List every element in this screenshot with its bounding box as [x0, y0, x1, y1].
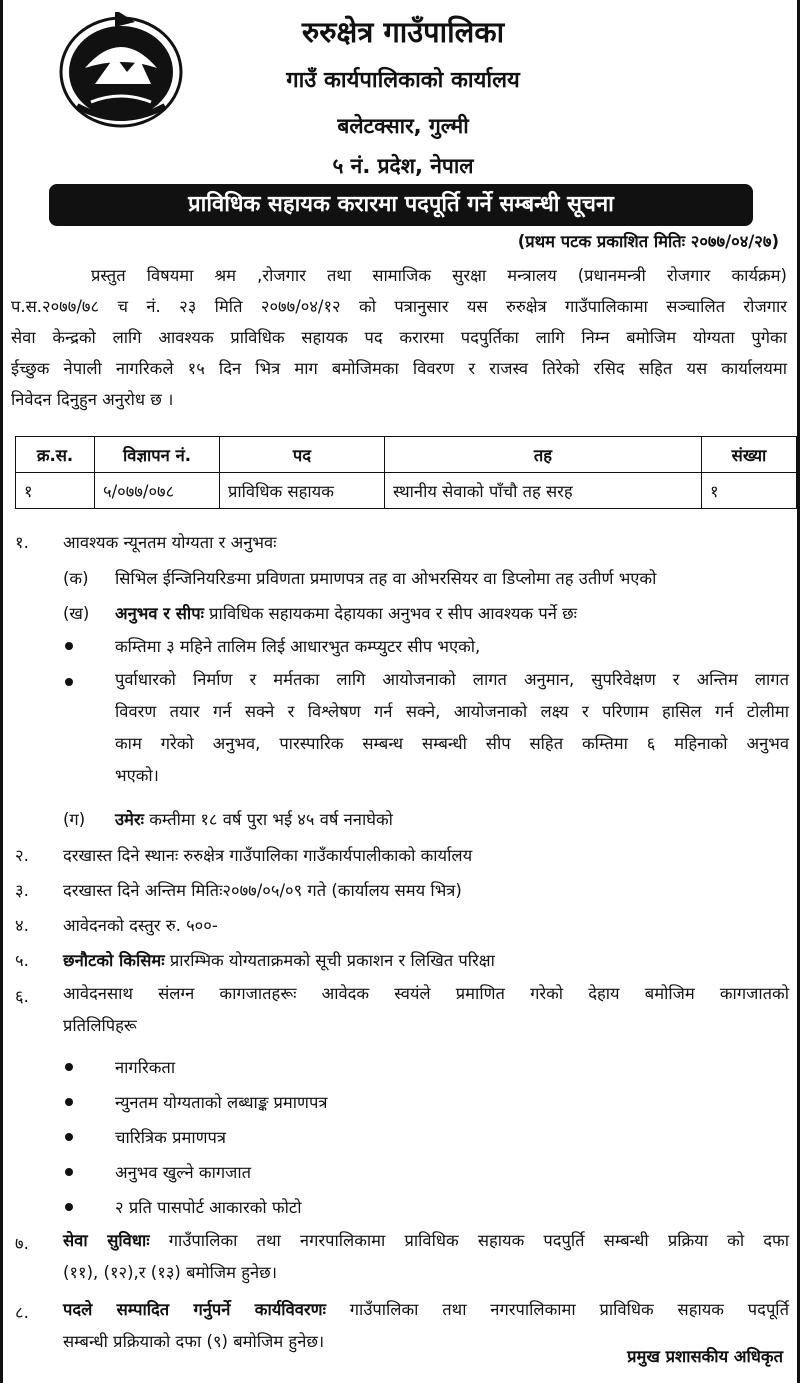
intro-line: प.स.२०७७/७८ च नं. २३ मिति २०७७/०४/१२ को पत्रानुसार यस रुरुक्षेत्र गाउँपालिकामा सञ्चालित रोजगार	[11, 297, 787, 316]
office-province: ५ नं. प्रदेश, नेपाल	[332, 154, 474, 178]
intro-line: ईच्छुक नेपाली नागरिकले १५ दिन भित्र माग बमोजिमका विवरण र राजस्व तिरेको रसिद सहित यस कार्यालयमा	[11, 359, 787, 378]
section-number: ४.	[15, 916, 29, 935]
table-cell: १	[702, 473, 797, 509]
document-bullet-text: २ प्रति पासपोर्ट आकारको फोटो	[115, 1198, 302, 1217]
item-ga-bold: उमेरः	[115, 810, 144, 829]
section-1-title: आवश्यक न्यूनतम योग्यता र अनुभवः	[63, 533, 277, 552]
document-bullet-text: अनुभव खुल्ने कागजात	[115, 1163, 252, 1182]
section-6-paragraph	[63, 978, 789, 1042]
intro-line: प्रस्तुत विषयमा श्रम ,रोजगार तथा सामाजिक सुरक्षा मन्त्रालय (प्रधानमन्त्री रोजगार कार्यक्रम)	[91, 266, 787, 285]
skill-bullet-paragraph	[115, 664, 789, 792]
item-ga	[115, 807, 393, 830]
bullet-icon	[65, 1133, 73, 1141]
bullet-icon	[65, 642, 73, 650]
paragraph-line: प्रतिलिपिहरू	[63, 1016, 137, 1035]
bullet-icon	[65, 1168, 73, 1176]
bullet-icon	[65, 1203, 73, 1211]
section-5-text: प्रारम्भिक योग्यताक्रमको सूची प्रकाशन र लिखित परिक्षा	[164, 951, 495, 970]
office-name: रुरुक्षेत्र गाउँपालिका	[301, 15, 505, 49]
office-subtitle: गाउँ कार्यपालिकाको कार्यालय	[286, 68, 520, 93]
section-number: ६.	[15, 987, 29, 1006]
section-5	[63, 948, 495, 971]
paragraph-line: काम गरेको अनुभव, पारस्पारिक सम्बन्ध सम्बन्धी सीप सहित कम्तिमा ६ महिनाको अनुभव	[115, 734, 789, 753]
document-bullet-text: न्युनतम योग्यताको लब्धाङ्क प्रमाणपत्र	[115, 1093, 328, 1112]
section-3-text: दरखास्त दिने अन्तिम मितिः२०७७/०५/०९ गते (कार्यालय समय भित्र)	[63, 881, 462, 900]
bullet-icon	[65, 1098, 73, 1106]
item-ka-label: (क)	[63, 569, 89, 588]
notice-title: प्राविधिक सहायक करारमा पदपूर्ति गर्ने सम्बन्धी सूचना	[49, 184, 753, 226]
table-row	[16, 473, 797, 509]
document-bullet-text: चारित्रिक प्रमाणपत्र	[115, 1128, 227, 1147]
signature-title: प्रमुख प्रशासकीय अधिकृत	[627, 1347, 783, 1366]
item-kha-text: प्राविधिक सहायकमा देहायका अनुभव र सीप आवश्यक पर्ने छः	[203, 604, 578, 623]
nepal-emblem-icon	[55, 6, 187, 130]
office-address: बलेटक्सार, गुल्मी	[337, 114, 469, 138]
table-header: संख्या	[702, 437, 797, 473]
section-8-line: गाउँपालिका तथा नगरपालिकामा प्राविधिक सहायक पदपूर्ति	[325, 1300, 789, 1319]
paragraph-line: भएको।	[115, 766, 159, 785]
section-number: ३.	[15, 881, 29, 900]
section-number: २.	[15, 846, 29, 865]
section-2-text: दरखास्त दिने स्थानः रुरुक्षेत्र गाउँपालिका गाउँकार्यपालीकाको कार्यालय	[63, 846, 473, 865]
item-ga-label: (ग)	[63, 810, 86, 829]
section-5-bold: छनौटको किसिमः	[63, 951, 165, 970]
section-number: ७.	[15, 1234, 29, 1253]
section-7-bold: सेवा सुविधाः	[63, 1231, 150, 1250]
section-4-text: आवेदनको दस्तुर रु. ५००-	[63, 916, 218, 935]
bullet-icon	[65, 678, 73, 686]
table-cell: स्थानीय सेवाको पाँचौ तह सरह	[385, 473, 702, 509]
table-cell: १	[16, 473, 95, 509]
item-ga-text: कम्तीमा १८ वर्ष पुरा भई ४५ वर्ष ननाघेको	[144, 810, 393, 829]
intro-line: निवेदन दिनुहुन अनुरोध छ ।	[11, 390, 174, 409]
paragraph-line: विवरण तयार गर्न सक्ने र विश्लेषण गर्न सक्ने, आयोजनाको लक्ष्य र परिणाम हासिल गर्न टोलीमा	[115, 702, 789, 721]
table-cell: प्राविधिक सहायक	[220, 473, 385, 509]
item-kha	[115, 601, 577, 624]
table-header: तह	[385, 437, 702, 473]
section-number: ८.	[15, 1303, 29, 1322]
paragraph-line: आवेदनसाथ संलग्न कागजातहरूः आवेदक स्वयंले प्रमाणित गरेको देहाय बमोजिम कागजातको	[63, 984, 789, 1003]
vacancy-table	[15, 436, 797, 509]
item-ka-text: सिभिल ईन्जिनियरिङमा प्रविणता प्रमाणपत्र तह वा ओभरसियर वा डिप्लोमा तह उतीर्ण भएको	[115, 569, 657, 588]
table-header: पद	[220, 437, 385, 473]
paragraph-line: सम्बन्धी प्रक्रियाको दफा (९) बमोजिम हुनेछ।	[63, 1332, 325, 1351]
intro-paragraph	[11, 260, 787, 415]
table-header: क्र.स.	[16, 437, 95, 473]
intro-line: सेवा केन्द्रको लागि आवश्यक प्राविधिक सहायक पद करारमा पदपुर्तिका लागि निम्न बमोजिम योग्यता पुगेका	[11, 328, 787, 347]
published-date: (प्रथम पटक प्रकाशित मितिः २०७७/०४/२७)	[517, 232, 779, 251]
table-header: विज्ञापन नं.	[95, 437, 220, 473]
paragraph-line: पुर्वाधारको निर्माण र मर्मतका लागि आयोजनाको लागत अनुमान, सुपरिवेक्षण र अन्तिम लागत	[115, 670, 789, 689]
document-bullet-text: नागरिकता	[115, 1058, 176, 1077]
bullet-icon	[65, 1063, 73, 1071]
table-cell: ५/०७७/०७८	[95, 473, 220, 509]
section-number: १.	[15, 533, 29, 552]
table-header-row	[16, 437, 797, 473]
section-number: ५.	[15, 951, 29, 970]
section-7-line: गाउँपालिका तथा नगरपालिकामा प्राविधिक सहायक पदपुर्ति सम्बन्धी प्रक्रिया को दफा	[149, 1231, 789, 1250]
section-8-bold: पदले सम्पादित गर्नुपर्ने कार्यविवरणः	[63, 1300, 326, 1319]
paragraph-line: (११), (१२),र (१३) बमोजिम हुनेछ।	[63, 1263, 278, 1282]
skill-bullet-text: कम्तिमा ३ महिने तालिम लिई आधारभुत कम्प्युटर सीप भएको,	[115, 637, 481, 656]
item-kha-label: (ख)	[63, 604, 90, 623]
section-7-paragraph	[63, 1225, 789, 1289]
paragraph-line	[63, 1225, 789, 1257]
paragraph-line	[63, 1294, 789, 1326]
item-kha-bold: अनुभव र सीपः	[115, 604, 204, 623]
